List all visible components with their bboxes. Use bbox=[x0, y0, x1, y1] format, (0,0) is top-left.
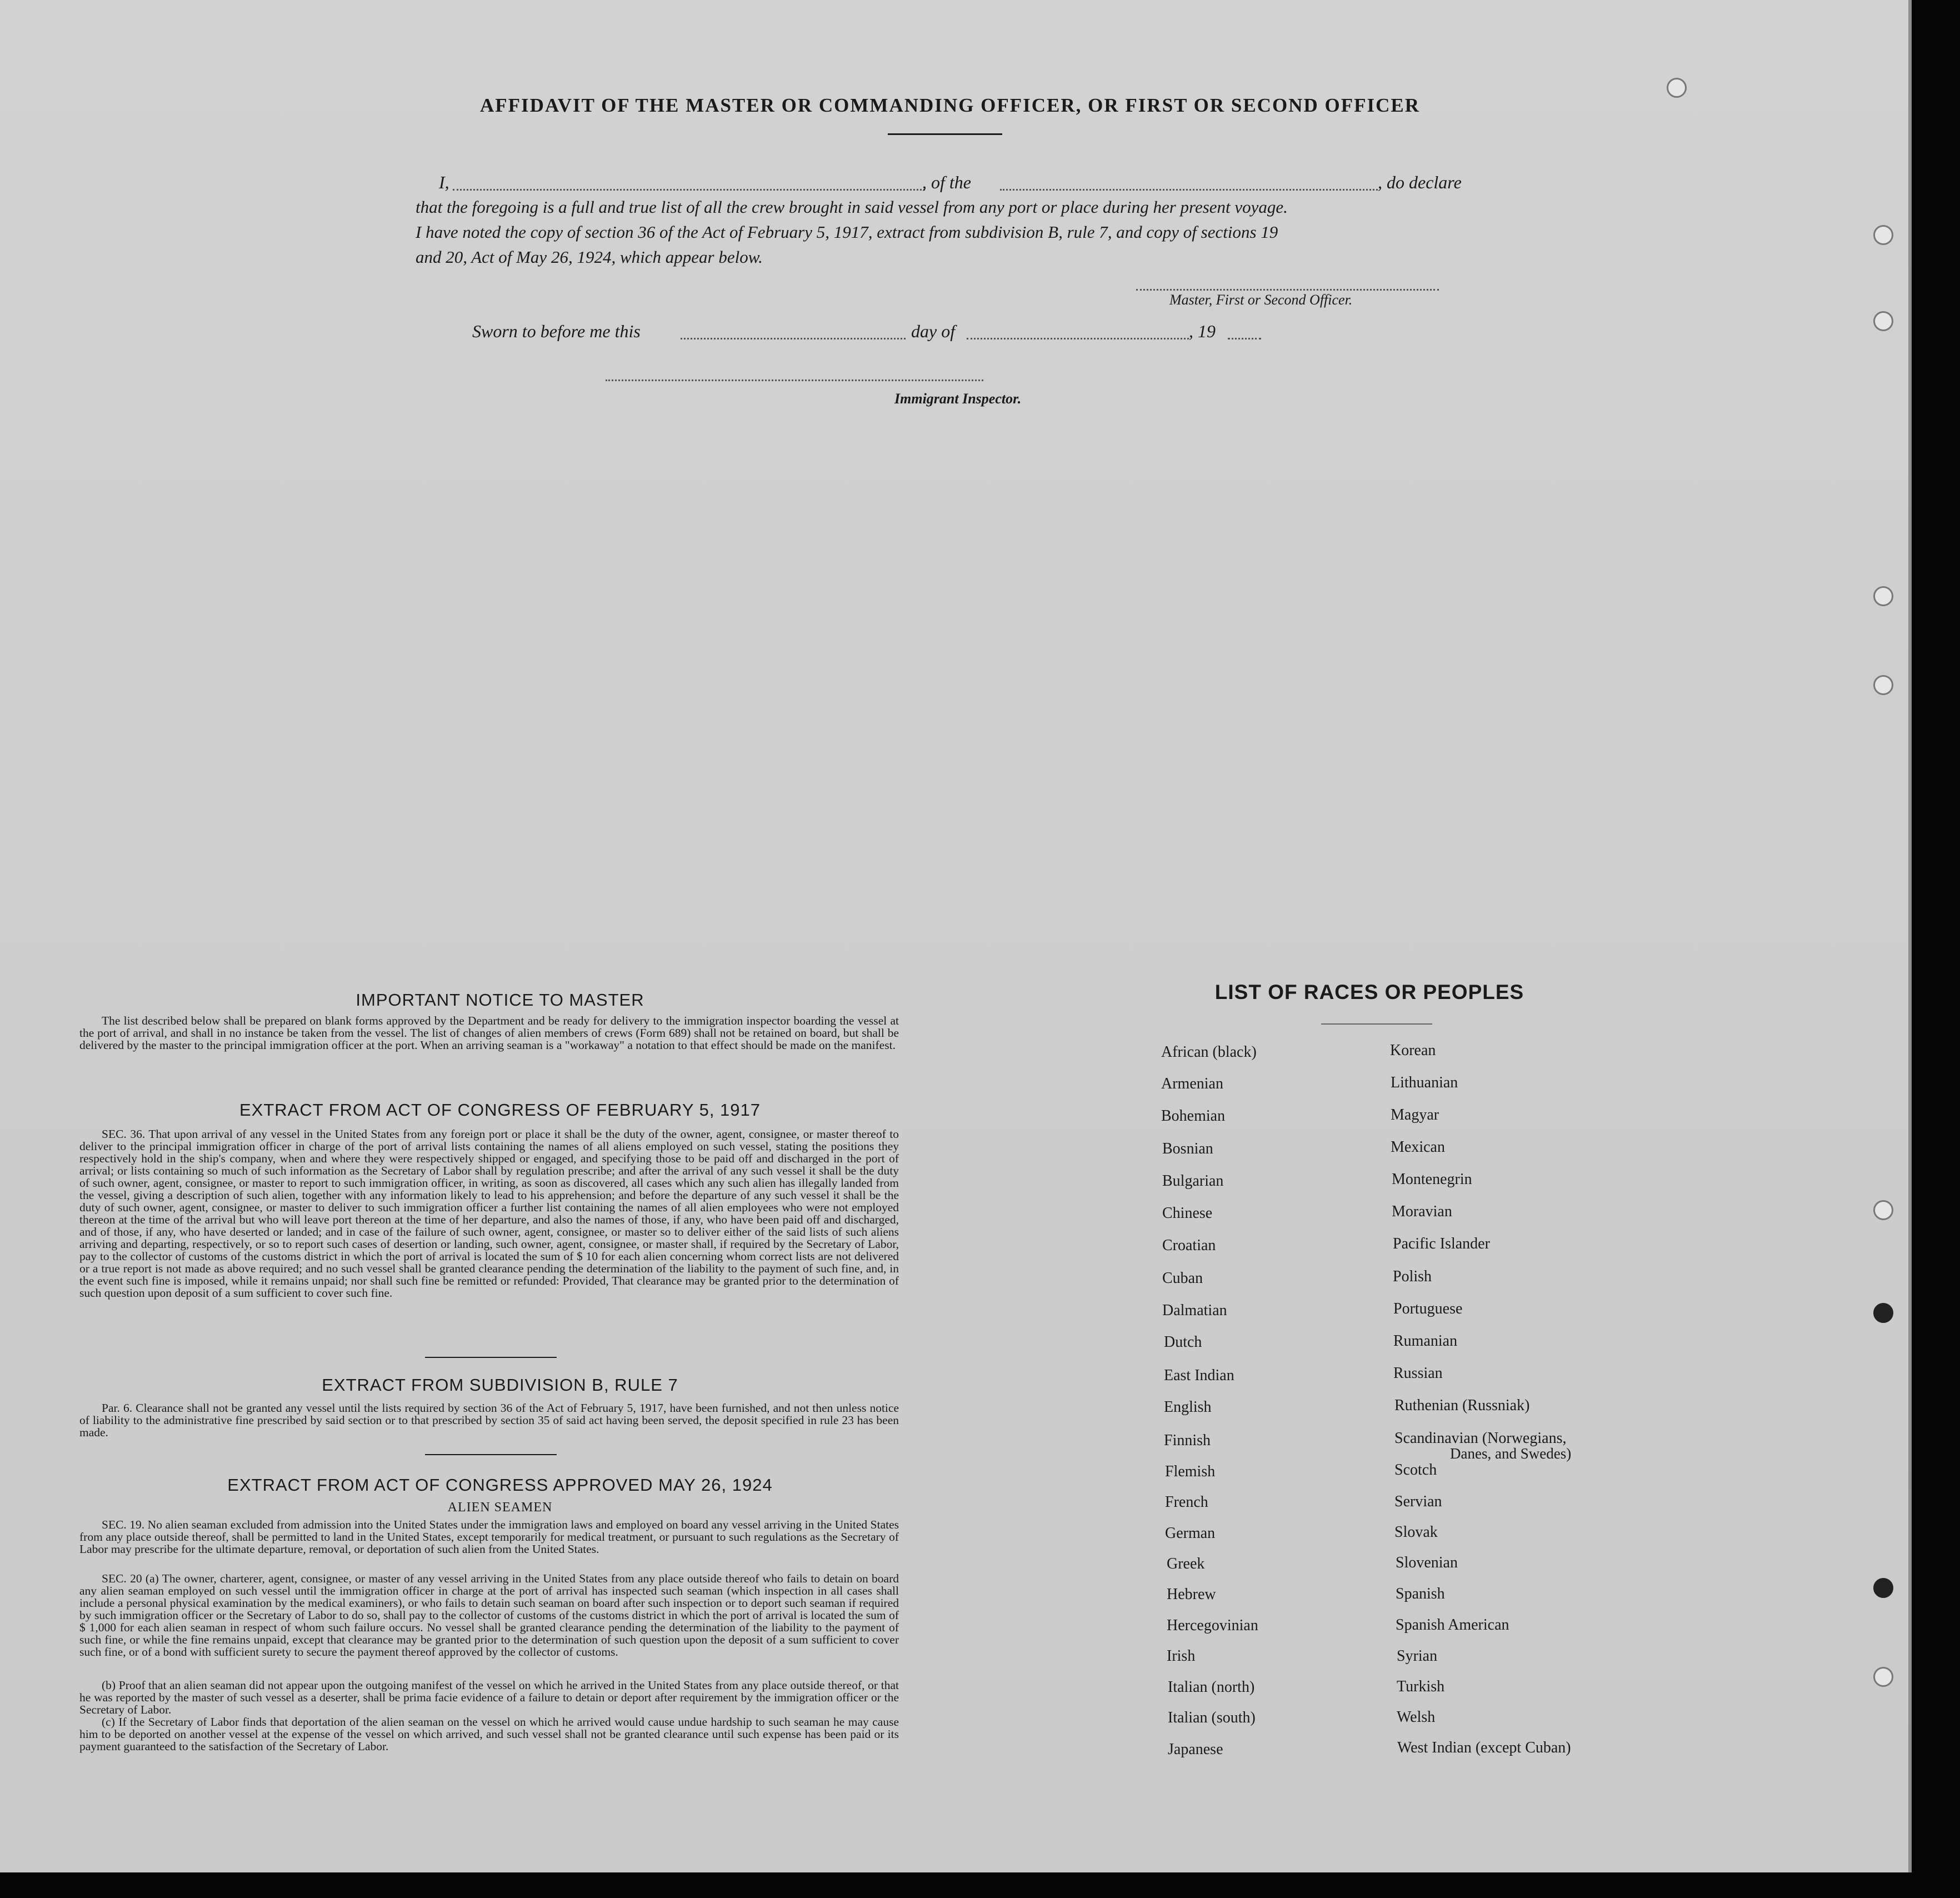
race-item: African (black) bbox=[1161, 1043, 1257, 1061]
race-item: Spanish American bbox=[1396, 1616, 1509, 1634]
race-item: Chinese bbox=[1162, 1205, 1213, 1222]
race-item: Polish bbox=[1393, 1268, 1432, 1285]
race-item: German bbox=[1165, 1525, 1216, 1542]
race-item: Mexican bbox=[1391, 1138, 1445, 1156]
race-item: Turkish bbox=[1397, 1678, 1445, 1695]
affidavit-do-declare: , do declare bbox=[1378, 172, 1462, 192]
extract-1917-title: EXTRACT FROM ACT OF CONGRESS OF FEBRUARY 5, 1917 bbox=[239, 1100, 761, 1120]
sworn-prefix: Sworn to before me this bbox=[472, 321, 641, 341]
binding-hole bbox=[1873, 1200, 1893, 1220]
binding-hole bbox=[1873, 586, 1893, 606]
extract-rule7-body: Par. 6. Clearance shall not be granted any vessel until the lists required by section 36 of the Act of February 5, 1917, have been furnished, and not then unless notice of liability to the administrative fine prescribed by said section or to that prescribed by section 35 of said act having been served, the deposit specified in rule 23 has been made. bbox=[79, 1401, 899, 1439]
extract-1924-sec20b: (b) Proof that an alien seaman did not appear upon the outgoing manifest of the vessel on which he arrived in the United States from any place outside thereof, or that he was reported by the master of such vessel as a deserter, shall be prima facie evidence of a failure to detain or deport after requirement by the immigration officer or the Secretary of Labor. bbox=[79, 1679, 899, 1716]
race-item: Greek bbox=[1167, 1555, 1205, 1572]
master-signature-label: Master, First or Second Officer. bbox=[1169, 292, 1353, 308]
race-item: Scotch bbox=[1394, 1461, 1437, 1479]
race-item: Magyar bbox=[1391, 1106, 1439, 1123]
affidavit-line-3: and 20, Act of May 26, 1924, which appear below. bbox=[416, 247, 763, 267]
sworn-day-blank[interactable] bbox=[681, 338, 906, 339]
race-item: English bbox=[1164, 1398, 1212, 1416]
race-item: Bulgarian bbox=[1162, 1172, 1224, 1190]
binding-hole bbox=[1873, 1667, 1893, 1687]
affidavit-of-the: , of the bbox=[922, 172, 971, 192]
race-item: Dalmatian bbox=[1162, 1302, 1227, 1319]
sworn-month-blank[interactable] bbox=[967, 338, 1189, 339]
race-item: Croatian bbox=[1162, 1237, 1216, 1254]
race-item: Bosnian bbox=[1162, 1140, 1213, 1157]
race-item: Slovak bbox=[1394, 1524, 1438, 1541]
extract-1924-sec20a: SEC. 20 (a) The owner, charterer, agent, consignee, or master of any vessel arriving in the United States from any place outside thereof who fails to detain on board any alien seaman employed on such vessel until the immigration officer in charge at the port of arrival has inspected such seaman (which inspection in all cases shall include a personal physical examination by the medical examiners), or who fails to detain such seaman on board after such inspection or to deport such seaman if required by such immigration officer or the Secretary of Labor to do so, shall pay to the collector of customs of the customs district in which the port of arrival is located the sum of $ 1,000 for each alien seaman in respect of whom such failure occurs. No vessel shall be granted clearance pending the determination of the liability to the payment of such fine, or while the fine remains unpaid, except that clearance may be granted prior to the determination of such question upon the deposit of a sum sufficient to cover such fine, or of a bond with sufficient surety to secure the payment thereof approved by the collector of customs. bbox=[79, 1572, 899, 1659]
extract-1924-sec19: SEC. 19. No alien seaman excluded from admission into the United States under the immigration laws and employed on board any vessel arriving in the United States from any place outside thereof, shall be permitted to land in the United States, except temporarily for medical treatment, or pursuant to such regulations as the Secretary of Labor may prescribe for the ultimate departure, removal, or deportation of such alien from the United States. bbox=[79, 1518, 899, 1556]
race-item: Syrian bbox=[1397, 1647, 1438, 1665]
notice-body: The list described below shall be prepared on blank forms approved by the Department and be ready for delivery to the immigration inspector boarding the vessel at the port of arrival, and shall in no instance be taken from the vessel. The list of changes of alien members of crews (Form 689) shall not be retained on board, but shall be delivered by the master to the principal immigration officer at the port. When an arriving seaman is a "workaway" a notation to that effect should be made on the manifest. bbox=[79, 1014, 899, 1052]
race-item: East Indian bbox=[1164, 1367, 1234, 1384]
binding-hole bbox=[1873, 1303, 1893, 1323]
binding-hole bbox=[1873, 225, 1893, 245]
section-divider bbox=[425, 1357, 557, 1358]
race-item: Flemish bbox=[1165, 1463, 1216, 1480]
master-signature-line[interactable] bbox=[1136, 289, 1439, 291]
race-item: Montenegrin bbox=[1392, 1171, 1472, 1188]
race-item: Hercegovinian bbox=[1167, 1617, 1258, 1634]
extract-rule7-title: EXTRACT FROM SUBDIVISION B, RULE 7 bbox=[322, 1375, 678, 1395]
extract-1917-body: SEC. 36. That upon arrival of any vessel in the United States from any foreign port or place it shall be the duty of the owner, agent, consignee, or master thereof to deliver to the principal immigration officer in charge of the port of arrival lists containing the names of all aliens employed on such vessel, stating the positions they respectively hold in the ship's company, when and where they were respectively shipped or engaged, and specifying those to be paid off and discharged in the port of arrival; or lists containing so much of such information as the Secretary of Labor shall by regulation prescribe; and after the arrival of any such vessel it shall be the duty of such owner, agent, consignee, or master to report to such immigration officer, in writing, as soon as discovered, all cases which any such alien has illegally landed from the vessel, giving a description of such alien, together with any information likely to lead to his apprehension; and before the departure of any such vessel it shall be the duty of such owner, agent, consignee, or master to deliver to such immigration officer a further list containing the names of all alien employees who were not employed thereon at the time of the arrival but who will leave port thereon at the time of her departure, and also the names of those, if any, who have been paid off and discharged, and of those, if any, who have deserted or landed; and in case of the failure of such owner, agent, consignee, or master so to deliver either of the said lists of such aliens arriving and departing, respectively, or so to report such cases of desertion or landing, such owner, agent, consignee, or master shall, if required by the Secretary of Labor, pay to the collector of customs of the customs district in which the port of arrival is located the sum of $ 10 for each alien concerning whom correct lists are not delivered or a true report is not made as above required; and no such vessel shall be granted clearance pending the determination of the liability to the payment of such fine, and, in the event such fine is imposed, while it remains unpaid; nor shall such fine be remitted or refunded: Provided, That clearance may be granted prior to the determination of such question upon deposit of a sum sufficient to cover such fine. bbox=[79, 1127, 899, 1300]
title-underline bbox=[888, 133, 1002, 135]
extract-1924-title: EXTRACT FROM ACT OF CONGRESS APPROVED MAY 26, 1924 bbox=[227, 1475, 773, 1495]
race-item: Japanese bbox=[1168, 1741, 1223, 1758]
inspector-label: Immigrant Inspector. bbox=[894, 391, 1022, 407]
binding-hole bbox=[1873, 675, 1893, 695]
race-item: Rumanian bbox=[1393, 1332, 1458, 1350]
race-item: Cuban bbox=[1162, 1270, 1203, 1287]
race-item: Korean bbox=[1390, 1042, 1436, 1059]
race-item: French bbox=[1165, 1494, 1208, 1511]
section-divider bbox=[425, 1454, 557, 1455]
affidavit-line-1: that the foregoing is a full and true list of all the crew brought in said vessel from any port or place during her present voyage. bbox=[416, 197, 1288, 217]
race-item: Ruthenian (Russniak) bbox=[1394, 1397, 1530, 1414]
extract-1924-sec20c: (c) If the Secretary of Labor finds that deportation of the alien seaman on the vessel on which he arrived would cause undue hardship to such seaman he may cause him to be deported on another vessel at the expense of the vessel on which arrived, and such vessel shall not be granted clearance until such expense has been paid or its payment guaranteed to the satisfaction of the Secretary of Labor. bbox=[79, 1715, 899, 1753]
race-item: Lithuanian bbox=[1391, 1074, 1458, 1091]
affidavit-line-2: I have noted the copy of section 36 of the Act of February 5, 1917, extract from subdivision B, rule 7, and copy of sections 19 bbox=[416, 222, 1278, 242]
race-item: Slovenian bbox=[1396, 1554, 1458, 1571]
sworn-year-prefix: , 19 bbox=[1189, 321, 1216, 341]
race-item: Scandinavian (Norwegians, bbox=[1394, 1430, 1567, 1447]
race-item: Finnish bbox=[1164, 1432, 1211, 1449]
race-item: Bohemian bbox=[1161, 1107, 1226, 1125]
sworn-day-of: day of bbox=[911, 321, 956, 341]
affidavit-title: AFFIDAVIT OF THE MASTER OR COMMANDING OFFICER, OR FIRST OR SECOND OFFICER bbox=[480, 94, 1420, 116]
race-item: Armenian bbox=[1161, 1075, 1223, 1092]
race-item: Portuguese bbox=[1393, 1300, 1463, 1317]
race-item: Servian bbox=[1394, 1493, 1442, 1510]
race-item: West Indian (except Cuban) bbox=[1397, 1739, 1571, 1756]
binding-hole bbox=[1873, 311, 1893, 331]
race-item: Irish bbox=[1167, 1647, 1196, 1665]
race-item: Hebrew bbox=[1167, 1586, 1216, 1603]
binding-hole bbox=[1667, 78, 1687, 98]
race-item: Moravian bbox=[1392, 1203, 1452, 1220]
extract-1924-subtitle: ALIEN SEAMEN bbox=[447, 1500, 553, 1515]
races-title: LIST OF RACES OR PEOPLES bbox=[1214, 981, 1524, 1003]
race-item: Danes, and Swedes) bbox=[1450, 1445, 1572, 1462]
race-item: Dutch bbox=[1164, 1333, 1202, 1351]
race-item: Welsh bbox=[1397, 1709, 1436, 1726]
race-item: Italian (north) bbox=[1168, 1679, 1255, 1696]
races-title-underline bbox=[1321, 1023, 1432, 1025]
vessel-blank[interactable] bbox=[1000, 189, 1378, 191]
name-blank[interactable] bbox=[453, 189, 925, 191]
race-item: Russian bbox=[1393, 1365, 1443, 1382]
notice-title: IMPORTANT NOTICE TO MASTER bbox=[356, 990, 644, 1010]
race-item: Italian (south) bbox=[1168, 1709, 1256, 1726]
sworn-year-blank[interactable] bbox=[1228, 338, 1261, 339]
race-item: Pacific Islander bbox=[1393, 1235, 1490, 1252]
inspector-signature-line[interactable] bbox=[606, 379, 983, 381]
affidavit-i-prefix: I, bbox=[439, 172, 449, 192]
race-item: Spanish bbox=[1396, 1585, 1445, 1602]
binding-hole bbox=[1873, 1578, 1893, 1598]
